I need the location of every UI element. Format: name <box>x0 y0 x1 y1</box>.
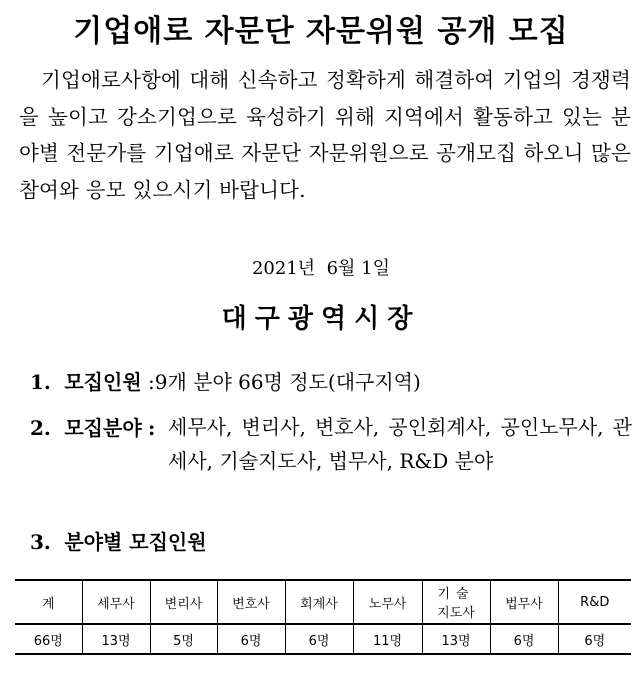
table-cell: 6명 <box>285 624 353 654</box>
notice-date: 2021년 6월 1일 <box>251 258 391 279</box>
item-value: 9개 분야 66명 정도(대구지역) <box>154 370 421 394</box>
item-recruit-count <box>30 366 421 395</box>
header-cell-tech-advisor-line1: 기술 <box>437 587 475 602</box>
item-value: 세무사, 변리사, 변호사, 공인회계사, 공인노무사, 관세사, 기술지도사, 법무사, R&D 분야 <box>168 415 632 473</box>
intro-paragraph: 기업애로사항에 대해 신속하고 정확하게 해결하여 기업의 경쟁력을 높이고 강소기업으로 육성하기 위해 지역에서 활동하고 있는 분야별 전문가를 기업애로 자문단 자문위원으로 공개모집 하오니 많은 참여와 응모 있으시기 바랍니다. <box>19 68 631 202</box>
table-header-row <box>15 580 631 624</box>
header-cell-patent: 변리사 <box>150 580 217 624</box>
issuer-name: 대구광역시장 <box>221 304 421 334</box>
page-title: 기업애로 자문단 자문위원 공개 모집 <box>73 14 569 49</box>
item-quota-by-field <box>30 526 207 555</box>
item-recruit-fields <box>30 412 155 441</box>
header-cell-rnd: R&D <box>558 580 631 624</box>
table-row <box>15 624 631 654</box>
item-label: 분야별 모집인원 <box>64 530 207 554</box>
table-cell: 13명 <box>82 624 150 654</box>
table-cell: 6명 <box>490 624 558 654</box>
item-number: 1. <box>30 370 51 394</box>
item-number: 2. <box>30 416 51 440</box>
table-cell: 66명 <box>15 624 82 654</box>
item-number: 3. <box>30 530 51 554</box>
header-cell-accountant: 회계사 <box>285 580 353 624</box>
table-cell: 11명 <box>353 624 422 654</box>
table-cell: 6명 <box>217 624 285 654</box>
header-cell-tech-advisor-line2: 지도사 <box>437 606 475 621</box>
item-label: 모집인원 <box>64 370 142 394</box>
header-cell-tax: 세무사 <box>82 580 150 624</box>
table-cell: 5명 <box>150 624 217 654</box>
item-colon: : <box>148 370 155 394</box>
header-cell-legal: 법무사 <box>490 580 558 624</box>
quota-table <box>15 579 631 655</box>
header-cell-labor: 노무사 <box>353 580 422 624</box>
item-label: 모집분야 <box>64 416 142 440</box>
header-cell-lawyer: 변호사 <box>217 580 285 624</box>
table-cell: 6명 <box>558 624 631 654</box>
header-cell-total: 계 <box>15 580 82 624</box>
item-colon: : <box>148 416 156 440</box>
header-cell-tech-advisor <box>422 580 490 624</box>
table-cell: 13명 <box>422 624 490 654</box>
